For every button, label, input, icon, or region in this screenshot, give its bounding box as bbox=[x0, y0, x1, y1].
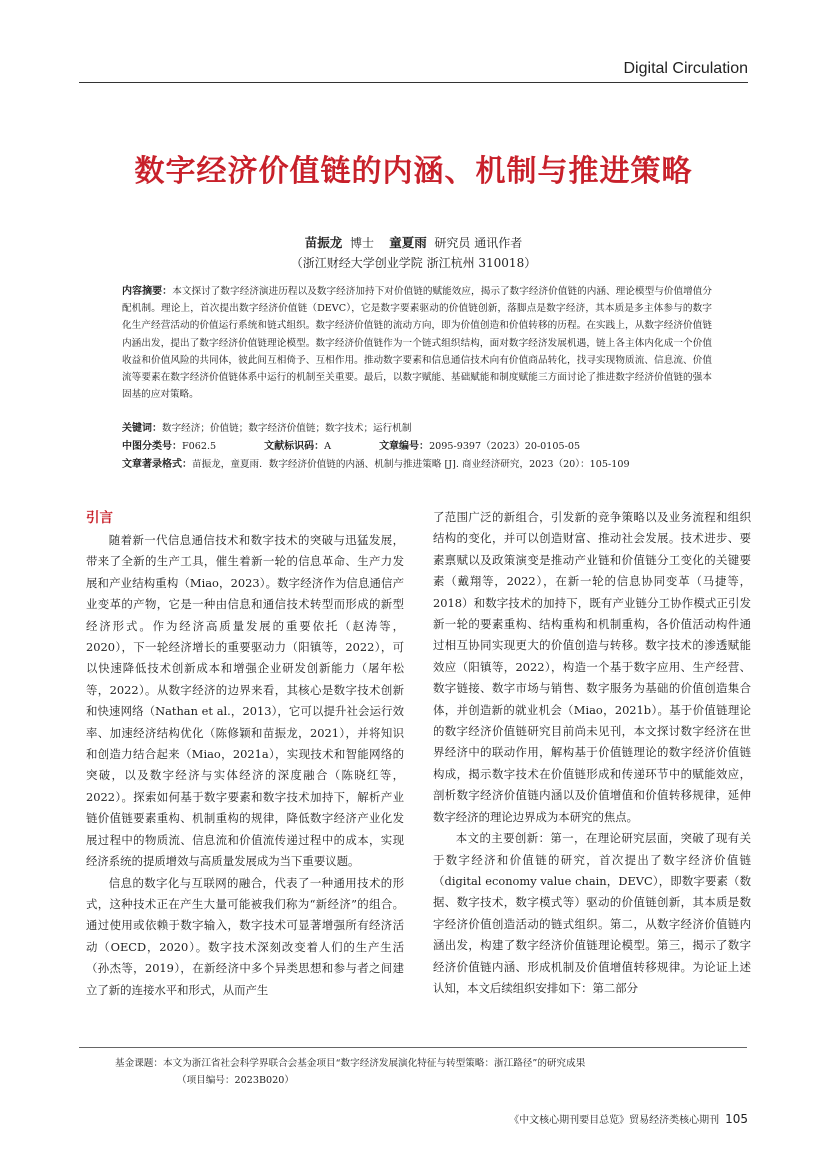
keywords-text: 数字经济；价值链；数字经济价值链；数字技术；运行机制 bbox=[162, 423, 412, 434]
abstract-label: 内容摘要： bbox=[122, 286, 173, 297]
footnote-rule bbox=[79, 1047, 747, 1048]
author-name: 童夏雨 bbox=[389, 235, 427, 250]
author-name: 苗振龙 bbox=[304, 235, 343, 250]
footnote-line: 基金课题：本文为浙江省社会科学界联合会基金项目“数字经济发展演化特征与转型策略：浙江路径”的研究成果 bbox=[115, 1058, 586, 1069]
articleno-value: 2095-9397（2023）20-0105-05 bbox=[429, 441, 581, 452]
clc-label: 中图分类号： bbox=[122, 441, 182, 452]
citation-text: 苗振龙，童夏雨．数字经济价值链的内涵、机制与推进策略 [J]. 商业经济研究，2023（20）：105-109 bbox=[192, 459, 630, 470]
articleno-label: 文章编号： bbox=[379, 441, 430, 452]
author-line bbox=[0, 233, 827, 251]
body-paragraph: 随着新一代信息通信技术和数字技术的突破与迅猛发展，带来了全新的生产工具，催生着新一轮的信息革命、生产力发展和产业结构重构（Miao，2023）。数字经济作为信息通信产业变革的产物，它是一种由信息和通信技术转型而形成的新型经济形式。作为经济高质量发展的重要依托（赵涛等，2020），下一轮经济增长的重要驱动力（阳镇等，2022），可以快速降低技术创新成本和增强企业研发创新能力（屠年松等，2022）。从数字经济的边界来看，其核心是数字技术创新和快速网络（Nathan et al.，2013），它可以提升社会运行效率、加速经济结构优化（陈修颖和苗振龙，2021），并将知识和创造力结合起来（Miao，2021a），实现技术和智能网络的突破，以及数字经济与实体经济的深度融合（陈晓红等，2022）。探索如何基于数字要素和数字技术加持下，解析产业链价值链要素重构、机制重构的规律，降低数字经济产业化发展过程中的物质流、信息流和价值流传递过程中的成本，实现经济系统的提质增效与高质量发展成为当下重要议题。 bbox=[86, 533, 404, 869]
header-rule bbox=[79, 82, 748, 83]
body-paragraph: 了范围广泛的新组合，引发新的竞争策略以及业务流程和组织结构的变化，并可以创造财富、推动社会发展。技术进步、要素禀赋以及政策演变是推动产业链和价值链分工变化的关键要素（戴翔等，2022），在新一轮的信息协同变革（马捷等，2018）和数字技术的加持下，既有产业链分工协作模式正引发新一轮的要素重构、结构重构和机制重构，各价值活动构件通过相互协同实现更大的价值创造与转移。数字技术的渗透赋能效应（阳镇等，2022），构造一个基于数字应用、生产经营、数字链接、数字市场与销售、数字服务为基础的价值创造集合体，并创造新的就业机会（Miao，2021b）。基于价值链理论的数字经济价值链研究目前尚未见刊，本文探讨数字经济在世界经济中的联动作用，解构基于价值链理论的数字经济价值链构成，揭示数字技术在价值链形成和传递环节中的赋能效应，剖析数字经济价值链内涵以及价值增值和价值转移规律，延伸数字经济的理论边界成为本研究的焦点。 bbox=[433, 510, 751, 824]
body-paragraph: 信息的数字化与互联网的融合，代表了一种通用技术的形式，这种技术正在产生大量可能被我们称为“新经济”的组合。通过使用或依赖于数字输入，数字技术可显著增强所有经济活动（OECD，2020）。数字技术深刻改变着人们的生产生活（孙杰等，2019），在新经济中多个异类思想和参与者之间建立了新的连接水平和形式，从而产生 bbox=[86, 875, 404, 997]
intro-heading: 引言 bbox=[86, 510, 113, 526]
doccode-label: 文献标识码： bbox=[264, 441, 325, 452]
keywords bbox=[122, 420, 712, 437]
section-label: Digital Circulation bbox=[623, 60, 748, 77]
affiliation: （浙江财经大学创业学院 浙江杭州 310018） bbox=[290, 256, 537, 270]
footnote-line: （项目编号：2023B020） bbox=[177, 1075, 294, 1086]
funding-footnote bbox=[115, 1055, 735, 1089]
abstract-text: 本文探讨了数字经济演进历程以及数字经济加持下对价值链的赋能效应，揭示了数字经济价值链的内涵、理论模型与价值增值分配机制。理论上，首次提出数字经济价值链（DEVC），它是数字要素驱动的价值链创新，落脚点是数字经济，其本质是多主体参与的数字化生产经营活动的价值运行系统和链式组织。数字经济价值链的流动方向，即为价值创造和价值转移的历程。在实践上，从数字经济价值链内涵出发，提出了数字经济价值链理论模型。数字经济价值链作为一个链式组织结构，面对数字经济发展机遇，链上各主体内化成一个价值收益和价值风险的共同体，彼此间互相倚予、互相作用。推动数字要素和信息通信技术向有价值商品转化，找寻实现物质流、信息流、价值流等要素在数字经济价值链体系中运行的机制至关重要。最后，以数字赋能、基础赋能和制度赋能三方面讨论了推进数字经济价值链的强本固基的应对策略。 bbox=[122, 286, 713, 401]
page-number: 105 bbox=[725, 1112, 748, 1126]
citation-label: 文章著录格式： bbox=[122, 459, 192, 470]
journal-footer bbox=[509, 1111, 748, 1126]
doccode-value: A bbox=[324, 441, 332, 452]
abstract bbox=[122, 283, 712, 403]
citation bbox=[122, 456, 712, 473]
body-paragraph: 本文的主要创新：第一，在理论研究层面，突破了现有关于数字经济和价值链的研究，首次提出了数字经济价值链（digital economy value chain，DEVC），即数字要素（数据、数字技术，数字模式等）驱动的价值链创新，其本质是数字经济价值创造活动的链式组织。第二，从数字经济价值链内涵出发，构建了数字经济价值链理论模型。第三，揭示了数字经济价值链内涵、形成机制及价值增值转移规律。为论证上述认知，本文后续组织安排如下：第二部分 bbox=[433, 831, 751, 995]
clc-value: F062.5 bbox=[182, 441, 217, 452]
classification-line bbox=[122, 438, 712, 455]
journal-name: 《中文核心期刊要目总览》贸易经济类核心期刊 bbox=[509, 1115, 720, 1126]
body-column-right bbox=[433, 507, 751, 999]
keywords-label: 关键词： bbox=[122, 423, 162, 434]
article-title: 数字经济价值链的内涵、机制与推进策略 bbox=[134, 154, 693, 189]
body-column-left bbox=[86, 507, 404, 1001]
author-role: 研究员 通讯作者 bbox=[434, 236, 523, 250]
author-role: 博士 bbox=[349, 236, 374, 250]
